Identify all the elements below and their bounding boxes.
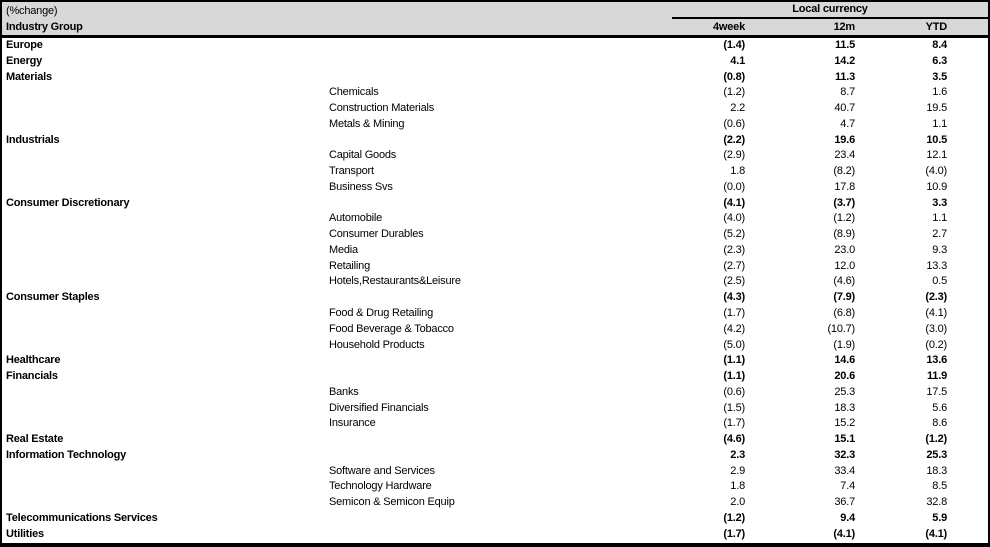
table-row [2, 479, 988, 495]
value-12m: 11.5 [834, 39, 855, 51]
industry-label: Retailing [329, 259, 371, 272]
value-4week: 4.1 [730, 54, 745, 67]
row-spacer [947, 227, 988, 243]
value-12m: 40.7 [834, 102, 855, 115]
value-4week: 2.2 [730, 102, 745, 115]
table-row [2, 180, 988, 196]
value-4week: 2.3 [730, 448, 745, 461]
value-12m: 33.4 [834, 464, 855, 477]
value-ytd: 12.1 [926, 149, 947, 162]
value-4week: (0.8) [723, 70, 745, 83]
value-ytd: (1.2) [925, 433, 947, 446]
value-4week: (4.6) [723, 433, 745, 446]
row-spacer [947, 511, 988, 527]
value-4week: (1.7) [723, 307, 745, 320]
industry-group-column-header: Industry Group [6, 21, 83, 33]
value-ytd: 32.8 [926, 496, 947, 509]
table-header [2, 2, 988, 35]
row-spacer [947, 479, 988, 495]
row-spacer [947, 196, 988, 212]
table-row [2, 306, 988, 322]
table-row [2, 227, 988, 243]
value-4week: (1.1) [723, 370, 745, 383]
row-spacer [947, 70, 988, 86]
row-spacer [947, 385, 988, 401]
table-row [2, 464, 988, 480]
percent-change-label: (%change) [6, 5, 58, 17]
row-spacer [947, 464, 988, 480]
row-spacer [947, 338, 988, 354]
industry-label: Food & Drug Retailing [329, 307, 434, 320]
industry-label: Household Products [329, 338, 425, 351]
value-ytd: (4.1) [925, 307, 947, 320]
value-4week: (2.5) [723, 275, 745, 288]
table-row [2, 54, 988, 70]
value-12m: 19.6 [834, 133, 855, 146]
industry-label: Chemicals [329, 86, 379, 99]
value-12m: 36.7 [834, 496, 855, 509]
value-12m: (4.1) [833, 527, 855, 540]
industry-label: Consumer Durables [329, 228, 424, 241]
industry-label: Software and Services [329, 464, 435, 477]
industry-label: Media [329, 243, 358, 256]
value-4week: (1.7) [723, 417, 745, 430]
value-ytd: (4.0) [925, 165, 947, 178]
value-4week: (5.0) [723, 338, 745, 351]
value-4week: (4.3) [723, 291, 745, 304]
table-row [2, 196, 988, 212]
value-4week: (4.1) [723, 196, 745, 209]
value-4week: (0.6) [723, 385, 745, 398]
industry-label: Food Beverage & Tobacco [329, 322, 454, 335]
value-12m: 8.7 [840, 86, 855, 99]
table-row [2, 495, 988, 511]
row-spacer [947, 290, 988, 306]
value-4week: 1.8 [730, 165, 745, 178]
value-12m: (8.2) [833, 165, 855, 178]
industry-label: Healthcare [6, 354, 61, 367]
value-ytd: 5.6 [932, 401, 947, 414]
column-header-12m: 12m [833, 21, 855, 33]
value-12m: (8.9) [833, 228, 855, 241]
value-ytd: 13.3 [926, 259, 947, 272]
row-spacer [947, 243, 988, 259]
value-ytd: 1.1 [932, 212, 947, 225]
value-12m: 25.3 [834, 385, 855, 398]
row-spacer [947, 101, 988, 117]
table-row [2, 432, 988, 448]
value-ytd: 1.1 [932, 117, 947, 130]
value-12m: 4.7 [840, 117, 855, 130]
table-row [2, 385, 988, 401]
header-row-columns [2, 19, 988, 35]
value-4week: (2.7) [723, 259, 745, 272]
value-ytd: 8.5 [932, 480, 947, 493]
industry-label: Banks [329, 385, 359, 398]
table-row [2, 85, 988, 101]
industry-label: Automobile [329, 212, 383, 225]
value-4week: (2.3) [723, 243, 745, 256]
value-ytd: 6.3 [932, 54, 947, 67]
industry-label: Information Technology [6, 448, 127, 461]
industry-label: Utilities [6, 527, 44, 540]
value-12m: 9.4 [840, 511, 855, 524]
value-12m: 32.3 [834, 448, 855, 461]
table-row [2, 164, 988, 180]
table-body [2, 38, 988, 543]
table-row [2, 133, 988, 149]
industry-label: Consumer Discretionary [6, 196, 130, 209]
value-4week: (1.2) [723, 86, 745, 99]
row-spacer [947, 148, 988, 164]
row-spacer [947, 527, 988, 543]
table-row [2, 416, 988, 432]
value-ytd: 3.5 [932, 70, 947, 83]
industry-label: Europe [6, 39, 43, 51]
table-row [2, 322, 988, 338]
table-row [2, 243, 988, 259]
industry-label: Real Estate [6, 433, 64, 446]
table-row [2, 38, 988, 54]
value-4week: (2.9) [723, 149, 745, 162]
value-4week: (1.7) [723, 527, 745, 540]
value-4week: (0.0) [723, 180, 745, 193]
industry-label: Transport [329, 165, 374, 178]
value-ytd: 9.3 [932, 243, 947, 256]
value-4week: (2.2) [723, 133, 745, 146]
value-ytd: 1.6 [932, 86, 947, 99]
row-spacer [947, 401, 988, 417]
value-12m: 15.2 [834, 417, 855, 430]
row-spacer [947, 54, 988, 70]
value-ytd: 25.3 [926, 448, 947, 461]
row-spacer [947, 211, 988, 227]
value-ytd: 3.3 [932, 196, 947, 209]
industry-label: Energy [6, 54, 43, 67]
value-4week: (5.2) [723, 228, 745, 241]
industry-label: Metals & Mining [329, 117, 405, 130]
value-12m: 20.6 [834, 370, 855, 383]
industry-label: Business Svs [329, 180, 393, 193]
value-ytd: (2.3) [925, 291, 947, 304]
row-spacer [947, 164, 988, 180]
table-row [2, 511, 988, 527]
local-currency-label: Local currency [672, 2, 988, 19]
table-row [2, 211, 988, 227]
value-4week: 2.0 [730, 496, 745, 509]
header-spacer [947, 19, 988, 35]
value-4week: (4.2) [723, 322, 745, 335]
industry-label: Insurance [329, 417, 376, 430]
value-12m: (3.7) [833, 196, 855, 209]
industry-label: Consumer Staples [6, 291, 100, 304]
value-12m: 18.3 [834, 401, 855, 414]
industry-label: Construction Materials [329, 102, 435, 115]
value-4week: (1.4) [723, 39, 745, 51]
value-12m: (10.7) [827, 322, 855, 335]
row-spacer [947, 274, 988, 290]
row-spacer [947, 38, 988, 54]
table-row [2, 290, 988, 306]
value-4week: 2.9 [730, 464, 745, 477]
industry-label: Hotels,Restaurants&Leisure [329, 275, 461, 288]
value-12m: (1.9) [833, 338, 855, 351]
table-row [2, 527, 988, 543]
table-row [2, 101, 988, 117]
value-12m: 23.4 [834, 149, 855, 162]
value-12m: 23.0 [834, 243, 855, 256]
row-spacer [947, 353, 988, 369]
header-row-currency [2, 2, 988, 19]
value-4week: 1.8 [730, 480, 745, 493]
table-row [2, 117, 988, 133]
value-ytd: 10.9 [926, 180, 947, 193]
value-ytd: (4.1) [925, 527, 947, 540]
value-4week: (1.1) [723, 354, 745, 367]
column-header-ytd: YTD [925, 21, 947, 33]
table-row [2, 70, 988, 86]
value-ytd: 11.9 [926, 370, 947, 383]
row-spacer [947, 180, 988, 196]
row-spacer [947, 85, 988, 101]
row-spacer [947, 133, 988, 149]
industry-label: Capital Goods [329, 149, 397, 162]
value-12m: 11.3 [834, 70, 855, 83]
value-12m: (1.2) [833, 212, 855, 225]
value-4week: (4.0) [723, 212, 745, 225]
value-4week: (1.2) [723, 511, 745, 524]
table-row [2, 401, 988, 417]
value-12m: 14.2 [834, 54, 855, 67]
value-12m: 14.6 [834, 354, 855, 367]
table-row [2, 369, 988, 385]
value-12m: 12.0 [834, 259, 855, 272]
value-ytd: (3.0) [925, 322, 947, 335]
row-spacer [947, 259, 988, 275]
industry-label: Materials [6, 70, 52, 83]
row-spacer [947, 117, 988, 133]
table-row [2, 259, 988, 275]
value-ytd: 0.5 [932, 275, 947, 288]
row-spacer [947, 448, 988, 464]
value-ytd: 17.5 [926, 385, 947, 398]
row-spacer [947, 369, 988, 385]
value-12m: (6.8) [833, 307, 855, 320]
industry-label: Telecommunications Services [6, 511, 158, 524]
value-ytd: 18.3 [926, 464, 947, 477]
table-row [2, 338, 988, 354]
table-row [2, 274, 988, 290]
table-row [2, 353, 988, 369]
value-12m: 15.1 [834, 433, 855, 446]
value-ytd: 13.6 [926, 354, 947, 367]
row-spacer [947, 495, 988, 511]
value-ytd: 8.6 [932, 417, 947, 430]
industry-label: Financials [6, 370, 58, 383]
value-ytd: 8.4 [932, 39, 947, 51]
table-row [2, 148, 988, 164]
industry-label: Industrials [6, 133, 60, 146]
value-4week: (0.6) [723, 117, 745, 130]
row-spacer [947, 432, 988, 448]
row-spacer [947, 322, 988, 338]
value-12m: (7.9) [833, 291, 855, 304]
value-4week: (1.5) [723, 401, 745, 414]
column-header-4week: 4week [712, 21, 745, 33]
value-ytd: (0.2) [925, 338, 947, 351]
value-12m: 17.8 [834, 180, 855, 193]
value-12m: 7.4 [840, 480, 855, 493]
table-row [2, 448, 988, 464]
row-spacer [947, 416, 988, 432]
industry-label: Diversified Financials [329, 401, 429, 414]
industry-label: Semicon & Semicon Equip [329, 496, 455, 509]
value-ytd: 2.7 [932, 228, 947, 241]
row-spacer [947, 306, 988, 322]
value-ytd: 10.5 [926, 133, 947, 146]
value-ytd: 5.9 [932, 511, 947, 524]
value-ytd: 19.5 [926, 102, 947, 115]
value-12m: (4.6) [833, 275, 855, 288]
industry-label: Technology Hardware [329, 480, 432, 493]
